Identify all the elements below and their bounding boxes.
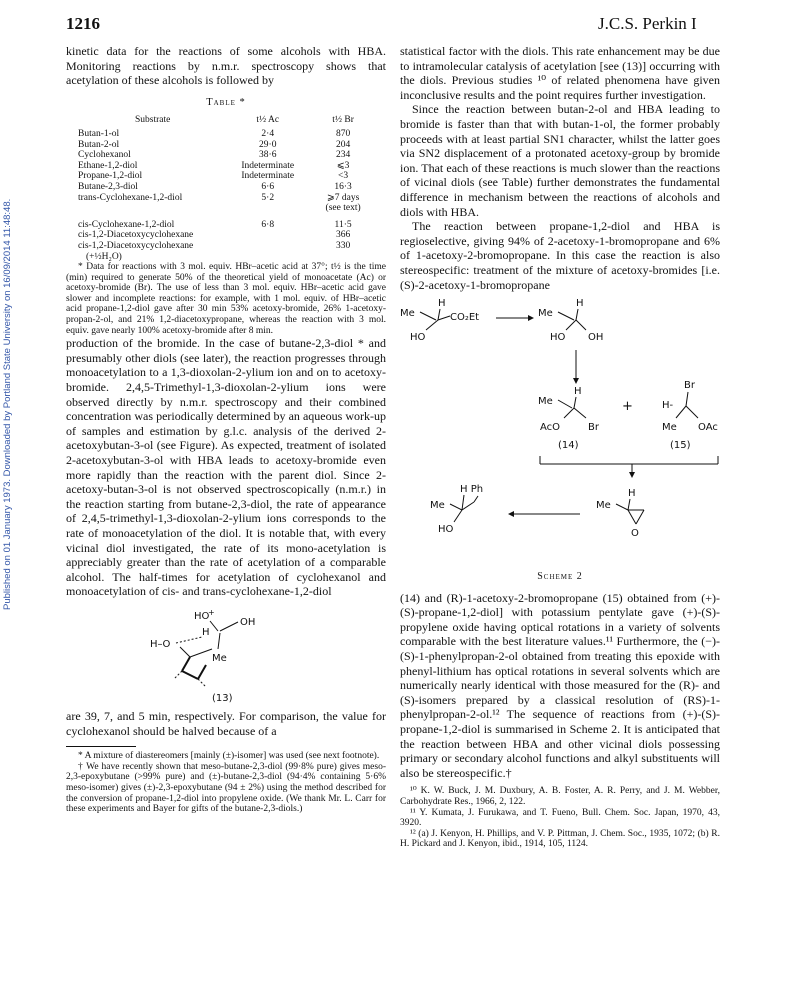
sch-aco: AcO: [540, 422, 561, 434]
structure-13: [66, 605, 386, 705]
table-row: [78, 161, 378, 172]
table-row: [78, 182, 378, 193]
table-row: [78, 129, 378, 140]
table-title: Table *: [206, 96, 246, 108]
table-cell-substrate: Cyclohexanol: [78, 150, 131, 161]
table-cell-substrate: Ethane-1,2-diol: [78, 160, 138, 171]
table-cell-br: (see text): [325, 203, 361, 214]
reference-10: ¹⁰ K. W. Buck, J. M. Duxbury, A. B. Foster, A. R. Perry, and J. M. Webber, Carbohydrate Res., 1966, 2, 122.: [400, 786, 720, 807]
table-cell-substrate: Butan-2-ol: [78, 139, 120, 150]
sch-plus: +: [622, 399, 633, 415]
sch-h-2: H: [576, 298, 584, 310]
sch-label-15: (15): [670, 440, 691, 452]
table-cell-substrate: Butane-2,3-diol: [78, 181, 138, 192]
table-cell-substrate: (+½H₂O): [86, 251, 122, 262]
scheme-2-drawing: [400, 296, 730, 566]
table-cell-br: 366: [335, 230, 351, 241]
sch-h-3: H: [574, 386, 582, 398]
table-cell-ac: 2·4: [261, 128, 275, 139]
sch-me-5: Me: [596, 500, 611, 512]
footnote-rule: [66, 746, 136, 747]
sch-hph: H Ph: [460, 484, 484, 496]
table-cell-ac: 5·2: [261, 192, 275, 203]
table-cell-br: 16·3: [334, 181, 352, 192]
left-paragraph-2: production of the bromide. In the case of butane-2,3-diol * and presumably other diols (see later), the reaction progresses through monoacetylation to a 1,3-dioxolan-2-ylium ion and on to acetoxy-bromide. 2,4,5-Trimethyl-1,3-dioxolan-2-ylium ions were observed directly by n.m.r. spectroscopy and their combined concentration was periodically determined by an aqueous work-up of samples and estimation by g.l.c. analysis of the derived 2-acetoxybutan-3-ol (see Figure). As expected, treatment of isolated 2-acetoxybutan-3-ol with HBA leads to acetoxy-bromide even more rapidly than the reaction with the parent diol. Since 2-acetoxy-butan-3-ol is not observed spectroscopically (n.m.r.) in the reaction starting from butane-2,3-diol, the rate of appearance of 2,4,5-trimethyl-1,3-dioxolan-2-ylium ions corresponds to the rate of monoacetylation of the diol. It is notable that, with every vicinal diol investigated, the rate of its mono-acetylation is appreciably greater than the rate of acetylation of a comparable alcohol. The half-times for acetylation of cyclohexanol and monoacetylation of cis- and trans-cyclohexane-1,2-diol: [66, 336, 386, 599]
table-row: [78, 214, 378, 231]
table-row: [78, 193, 378, 204]
sch-h-dash: H-: [662, 400, 674, 412]
col-br: t½ Br: [332, 115, 354, 126]
table-cell-ac: [227, 252, 308, 263]
sch-me-6: Me: [430, 500, 445, 512]
structure-13-drawing: [146, 605, 316, 705]
table-cell-ac: [227, 241, 308, 252]
table-cell-substrate: cis-Cyclohexane-1,2-diol: [78, 219, 175, 230]
s13-h: H: [202, 626, 210, 638]
table-cell-br: ⩽3: [336, 160, 350, 171]
s13-label: (13): [212, 692, 233, 704]
sch-ho-1: HO: [410, 332, 426, 344]
s13-oh: OH: [240, 616, 256, 628]
journal-header: J.C.S. Perkin I: [598, 14, 697, 33]
table-cell-substrate: Butan-1-ol: [78, 128, 120, 139]
sch-me-3: Me: [538, 396, 553, 408]
table-cell-substrate: cis-1,2-Diacetoxycyclohexane: [78, 230, 194, 241]
rates-table: [78, 114, 378, 262]
col-ac: t½ Ac: [256, 115, 280, 126]
table-note: * Data for reactions with 3 mol. equiv. HBr–acetic acid at 37°; t½ is the time (min) required to generate 50% of the theoretical yield of monoacetate (Ac) or acetoxy-bromide (Br). The use of less than 3 mol. equiv. HBr–acetic acid gave slower and incomplete reactions: for example, with 1 mol. equiv. of HBr–acetic acid propane-1,2-diol gave after 30 min 53% acetoxy-bromide, 26% 1-acetoxy-propan-2-ol, and 21% 1,2-diacetoxypropane, whereas the reaction with 3 mol. equiv. gave nearly 100% acetoxy-bromide after 8 min.: [66, 262, 386, 336]
left-paragraph-1: kinetic data for the reactions of some alcohols with HBA. Monitoring reactions by n.m.r. spectroscopy shows that acetylation of these alcohols is followed by: [66, 44, 386, 88]
table-cell-ac: 6·8: [261, 219, 275, 230]
table-cell-substrate: Propane-1,2-diol: [78, 171, 143, 182]
sch-oh-2: OH: [588, 332, 604, 344]
sch-o: O: [631, 528, 639, 540]
sch-ho-6: HO: [438, 524, 454, 536]
table-cell-substrate: trans-Cyclohexane-1,2-diol: [78, 192, 183, 203]
table-cell-br: 870: [335, 128, 351, 139]
right-paragraph-2: Since the reaction between butan-2-ol and HBA leading to bromide is faster than that with butan-1-ol, the former probably proceeds with at least partial SN1 character, whilst the latter goes via SN2 displacement of a protonated acetoxy-group by bromide ion. That each of these reactions is much slower than the reactions of vicinal diols (see Table) further demonstrates the fundamental difference in mechanism between the reactions of alcohols and diols with HBA.: [400, 102, 720, 219]
sch-me-4: Me: [662, 422, 677, 434]
footnote-1: * A mixture of diastereomers [mainly (±)-isomer] was used (see next footnote).: [78, 751, 380, 762]
s13-plus: +: [208, 607, 215, 617]
col-substrate: Substrate: [135, 115, 171, 126]
table-cell-br: [308, 252, 378, 263]
table-cell-substrate: [78, 203, 227, 214]
footnote-2: † We have recently shown that meso-butane-2,3-diol (99·8% pure) gives meso-2,3-epoxybutane (>99% pure) and (±)-butane-2,3-diol (94·4% containing 5·6% meso-isomer) gives (±)-2,3-epoxybutane (94 ± 2%) using the method described for the conversion of propane-1,2-diol into propylene oxide. (We thank Mr. L. Carr for these experiments and Bayer for gifts of the butane-2,3-diols.): [66, 761, 386, 815]
table-cell-ac: [227, 203, 308, 214]
table-cell-ac: 29·0: [259, 139, 277, 150]
table-cell-br: 234: [335, 150, 351, 161]
table-cell-ac: [227, 230, 308, 241]
table-row: [78, 150, 378, 161]
reference-12: ¹² (a) J. Kenyon, H. Phillips, and V. P. Pittman, J. Chem. Soc., 1935, 1072; (b) R. H. Pickard and J. Kenyon, ibid., 1914, 105, 1124.: [400, 828, 720, 850]
table-row: [78, 140, 378, 151]
table-row: [78, 252, 378, 263]
scheme-caption: Scheme 2: [537, 571, 583, 583]
download-notice[interactable]: Published on 01 January 1973. Downloaded by Portland State University on 16/09/2014 11:48:48.: [2, 198, 13, 610]
sch-me-2: Me: [538, 308, 553, 320]
sch-h-5: H: [628, 488, 636, 500]
sch-h-1: H: [438, 298, 446, 310]
table-cell-br: 204: [335, 139, 351, 150]
left-paragraph-3: are 39, 7, and 5 min, respectively. For comparison, the value for cyclohexanol should be halved because of a: [66, 708, 386, 738]
s13-ho: HO: [194, 610, 210, 622]
table-cell-br: 11·5: [334, 219, 352, 230]
table-row: [78, 230, 378, 241]
sch-label-14: (14): [558, 440, 579, 452]
page-number: 1216: [66, 14, 100, 33]
s13-h-o: H–O: [150, 638, 171, 650]
table-cell-br: <3: [338, 171, 349, 182]
right-paragraph-1: statistical factor with the diols. This rate enhancement may be due to intramolecular catalysis of acetylation [see (13)] occurring with the diols. Previous studies ¹⁰ of related phenomena have given inconclusive results and the point requires further investigation.: [400, 44, 720, 102]
table-cell-ac: 38·6: [259, 150, 277, 161]
sch-br-2: Br: [684, 380, 695, 392]
table-cell-br: 330: [335, 240, 351, 251]
sch-ho-2: HO: [550, 332, 566, 344]
table-cell-substrate: cis-1,2-Diacetoxycyclohexane: [78, 240, 194, 251]
right-column: [400, 44, 720, 850]
left-column: [66, 44, 386, 815]
right-paragraph-3: The reaction between propane-1,2-diol and HBA is regioselective, giving 94% of 2-acetoxy-1-bromopropane and 6% of 1-acetoxy-2-bromopropane. In this case the reaction is also stereospecific: treatment of the mixture of acetoxy-bromides [i.e. (S)-2-acetoxy-1-bromopropane: [400, 219, 720, 292]
table-row: [78, 241, 378, 252]
sch-oac: OAc: [698, 422, 718, 434]
s13-me: Me: [212, 652, 227, 664]
table-row: [78, 171, 378, 182]
scheme-2: [400, 296, 730, 566]
table-row: [78, 203, 378, 214]
sch-me-1: Me: [400, 308, 415, 320]
table-cell-br: ⩾7 days: [326, 192, 360, 203]
sch-br-1: Br: [588, 422, 599, 434]
reference-11: ¹¹ Y. Kumata, J. Furukawa, and T. Fueno, Bull. Chem. Soc. Japan, 1970, 43, 3920.: [400, 807, 720, 829]
right-paragraph-4: (14) and (R)-1-acetoxy-2-bromopropane (15) obtained from (+)-(S)-propane-1,2-diol] with potassium pentylate gave (+)-(S)-propylene oxide having optical rotations in a variety of solvents comparable with the best literature values.¹¹ Furthermore, the (−)-(S)-1-phenylpropan-2-ol obtained from treating this epoxide with phenyl-lithium has optical rotations in several solvents which are numerically nearly identical with those measured for the (R)- and (S)-isomers prepared by a classical resolution of (RS)-1-phenylpropan-2-ol.¹² The sequence of reactions from (+)-(S)-propane-1,2-diol is summarised in Scheme 2. It is anticipated that the reaction between HBA and other vicinal diols possessing primary or secondary alcohol functions and alkyl substituents will also be stereospecific.†: [400, 590, 720, 780]
rates-table-body: [78, 129, 378, 262]
table-cell-ac: Indeterminate: [241, 171, 295, 182]
table-cell-ac: 6·6: [261, 181, 275, 192]
table-cell-ac: Indeterminate: [241, 160, 295, 171]
sch-co2et: CO₂Et: [450, 312, 480, 324]
